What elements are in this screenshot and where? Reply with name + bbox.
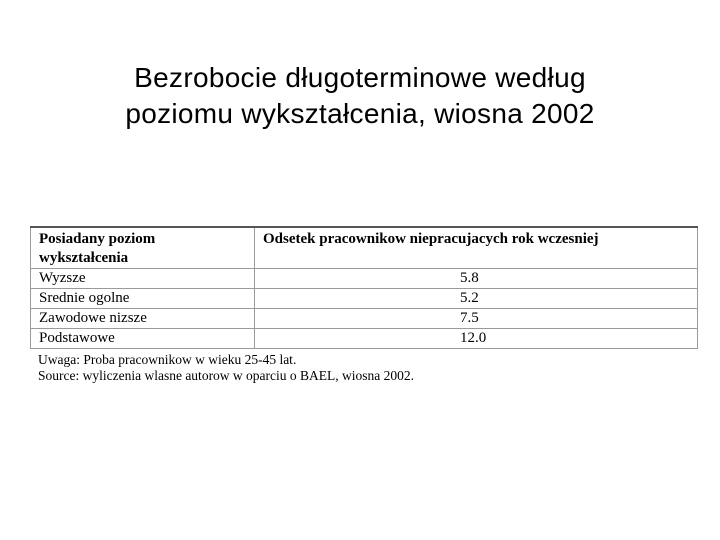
table-notes xyxy=(30,352,698,384)
row-value: 5.8 xyxy=(255,269,698,289)
header-education-level xyxy=(31,227,255,269)
table-row xyxy=(31,309,698,329)
note-text: Uwaga: Proba pracownikow w wieku 25-45 lat. xyxy=(38,352,297,367)
page-title xyxy=(0,60,720,132)
table-row xyxy=(31,269,698,289)
data-table-container xyxy=(30,226,698,384)
row-label: Podstawowe xyxy=(31,329,255,349)
title-line-1: Bezrobocie długoterminowe według xyxy=(134,62,586,93)
row-value: 12.0 xyxy=(255,329,698,349)
row-value: 5.2 xyxy=(255,289,698,309)
education-unemployment-table xyxy=(30,226,698,349)
header-education-line-2: wykształcenia xyxy=(39,250,129,266)
header-share-not-working: Odsetek pracownikow niepracujacych rok wczesniej xyxy=(255,227,698,269)
title-line-2: poziomu wykształcenia, wiosna 2002 xyxy=(125,98,595,129)
row-label: Wyzsze xyxy=(31,269,255,289)
table-row xyxy=(31,329,698,349)
table-header-row xyxy=(31,227,698,269)
row-value: 7.5 xyxy=(255,309,698,329)
row-label: Zawodowe nizsze xyxy=(31,309,255,329)
table-row xyxy=(31,289,698,309)
header-education-line-1: Posiadany poziom xyxy=(39,231,156,247)
source-text: Source: wyliczenia wlasne autorow w oparciu o BAEL, wiosna 2002. xyxy=(38,368,415,383)
row-label: Srednie ogolne xyxy=(31,289,255,309)
